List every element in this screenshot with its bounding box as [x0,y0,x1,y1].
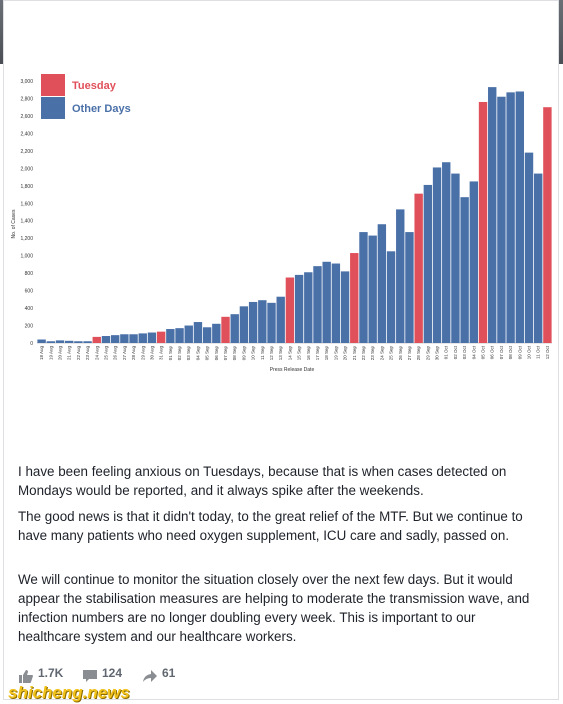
bar-08-oct [506,92,514,343]
bar-13-sep [277,297,285,343]
legend-swatch-tuesday [41,74,65,96]
bar-25-aug [102,336,110,343]
x-tick-label: 24 Aug [94,346,100,361]
bar-26-aug [111,335,119,343]
x-tick-label: 23 Aug [85,346,91,361]
x-tick-label: 03 Oct [462,346,468,360]
post-paragraph-1: I have been feeling anxious on Tuesdays, because that is when cases detected on Mondays would be reported, and it always spike after the weekends. [18,464,507,498]
y-tick-label: 1,800 [20,183,33,190]
x-tick-label: 05 Sep [204,346,210,361]
x-tick-label: 20 Sep [342,346,348,361]
x-tick-label: 07 Sep [223,346,229,361]
site-watermark: shicheng.news [8,683,130,702]
bar-12-oct [543,107,551,343]
bar-21-aug [65,341,73,343]
x-tick-label: 18 Sep [324,346,330,361]
x-tick-label: 20 Aug [57,346,63,361]
bar-09-sep [240,306,248,343]
bar-02-sep [175,328,183,343]
y-tick-label: 2,600 [20,113,33,120]
bar-26-sep [396,209,404,343]
x-tick-label: 24 Sep [379,346,385,361]
x-tick-label: 02 Oct [452,346,458,360]
bar-02-oct [451,174,459,343]
x-axis [39,345,550,360]
bar-07-sep [221,317,229,343]
bar-05-oct [479,102,487,343]
x-axis-label: Press Release Date [269,367,315,373]
bar-17-sep [313,266,321,343]
share-icon[interactable] [142,669,158,683]
bar-24-sep [378,224,386,343]
x-tick-label: 09 Oct [517,346,523,360]
bar-01-sep [166,329,174,343]
bars [37,87,551,343]
bar-19-aug [47,341,55,343]
bar-30-aug [148,333,156,343]
x-tick-label: 12 Sep [269,346,275,361]
x-tick-label: 01 Sep [167,346,173,361]
x-tick-label: 04 Sep [195,346,201,361]
bar-08-sep [231,314,239,343]
x-tick-label: 07 Oct [498,346,504,360]
x-tick-label: 30 Sep [434,346,440,361]
x-tick-label: 18 Aug [39,346,45,361]
legend-label-other: Other Days [72,103,131,115]
x-tick-label: 25 Aug [103,346,109,361]
y-axis-label: No. of Cases [11,209,17,239]
x-tick-label: 02 Sep [177,346,183,361]
x-tick-label: 12 Oct [544,346,550,360]
x-tick-label: 26 Sep [397,346,403,361]
y-tick-label: 1,200 [20,236,33,243]
x-tick-label: 29 Sep [425,346,431,361]
bar-23-sep [368,236,376,343]
comment-count[interactable]: 124 [102,666,123,680]
x-tick-label: 08 Oct [508,346,514,360]
x-tick-label: 11 Sep [259,346,265,360]
bar-11-oct [534,174,542,343]
x-tick-label: 26 Aug [112,346,118,361]
x-tick-label: 11 Oct [535,346,541,359]
y-tick-label: 2,400 [20,131,33,138]
bar-22-sep [359,232,367,343]
bar-27-sep [405,232,413,343]
x-tick-label: 15 Sep [296,346,302,361]
bar-16-sep [304,272,312,343]
share-count[interactable]: 61 [162,666,176,680]
y-tick-label: 1,000 [20,253,33,260]
bar-28-aug [129,334,137,343]
x-tick-label: 09 Sep [241,346,247,361]
bar-23-aug [83,341,91,343]
x-tick-label: 16 Sep [305,346,311,361]
x-tick-label: 21 Aug [66,346,72,361]
bar-24-aug [93,337,101,343]
x-tick-label: 21 Sep [351,346,357,361]
bar-18-sep [322,262,330,343]
comment-icon[interactable] [82,669,98,683]
x-tick-label: 06 Sep [213,346,219,361]
x-tick-label: 22 Aug [75,346,81,361]
bar-04-oct [470,181,478,343]
x-tick-label: 28 Sep [416,346,422,361]
bar-07-oct [497,97,505,343]
x-tick-label: 27 Aug [121,346,127,361]
bar-06-oct [488,87,496,343]
x-tick-label: 06 Oct [489,346,495,360]
bar-25-sep [387,251,395,343]
bar-05-sep [203,327,211,343]
bar-10-oct [525,153,533,343]
bar-11-sep [258,300,266,343]
bar-03-oct [460,197,468,343]
x-tick-label: 28 Aug [131,346,137,361]
y-tick-label: 2,200 [20,148,33,155]
bar-12-sep [267,303,275,343]
x-tick-label: 31 Aug [158,346,164,361]
x-tick-label: 19 Aug [48,346,54,361]
x-tick-label: 27 Sep [406,346,412,361]
y-tick-label: 1,600 [20,201,33,208]
bar-20-aug [56,340,64,343]
x-tick-label: 10 Oct [526,346,532,360]
x-tick-label: 03 Sep [186,346,192,361]
y-tick-label: 600 [24,288,33,295]
x-tick-label: 04 Oct [471,346,477,360]
bar-01-oct [442,162,450,343]
x-tick-label: 30 Aug [149,346,155,361]
bar-06-sep [212,324,220,343]
x-tick-label: 13 Sep [278,346,284,361]
y-tick-label: 200 [24,323,33,330]
bar-19-sep [332,264,340,343]
bar-04-sep [194,322,202,343]
x-tick-label: 23 Sep [370,346,376,361]
x-tick-label: 05 Oct [480,346,486,360]
bar-22-aug [74,341,82,343]
y-tick-label: 0 [30,341,33,347]
bar-21-sep [350,253,358,343]
y-tick-label: 3,000 [20,79,33,85]
x-tick-label: 25 Sep [388,346,394,361]
bar-09-oct [516,91,524,343]
y-tick-label: 2,000 [20,166,33,173]
legend-label-tuesday: Tuesday [72,80,116,92]
legend [41,74,131,119]
x-tick-label: 29 Aug [140,346,146,361]
x-tick-label: 14 Sep [287,346,293,361]
bar-15-sep [295,275,303,343]
bar-14-sep [286,278,294,344]
x-tick-label: 19 Sep [333,346,339,361]
bar-18-aug [37,340,45,343]
bar-03-sep [185,326,193,343]
cases-chart [0,64,563,394]
y-tick-label: 2,800 [20,96,33,103]
bar-27-aug [120,334,128,343]
bar-31-aug [157,332,165,343]
post-paragraph-2: The good news is that it didn't today, to the great relief of the MTF. But we continue to have many patients who need oxygen supplement, ICU care and sadly, passed on. [18,509,523,543]
y-tick-label: 400 [24,306,33,313]
y-tick-label: 1,400 [20,218,33,225]
y-tick-label: 800 [24,271,33,278]
like-count[interactable]: 1.7K [38,666,64,680]
like-icon[interactable] [18,669,34,683]
post-paragraph-3: We will continue to monitor the situation closely over the next few days. But it would appear the stabilisation measures are helping to moderate the transmission wave, and infection numbers are no longer doubling every week. This is important to our healthcare system and our healthcare workers. [18,572,530,644]
bar-10-sep [249,302,257,343]
legend-swatch-other [41,97,65,119]
x-tick-label: 22 Sep [360,346,366,361]
x-tick-label: 10 Sep [250,346,256,361]
bar-28-sep [414,194,422,343]
x-tick-label: 17 Sep [314,346,320,361]
bar-29-aug [139,333,147,343]
bar-29-sep [424,185,432,343]
x-tick-label: 01 Oct [443,346,449,360]
x-tick-label: 08 Sep [232,346,238,361]
bar-20-sep [341,271,349,343]
bar-30-sep [433,167,441,343]
